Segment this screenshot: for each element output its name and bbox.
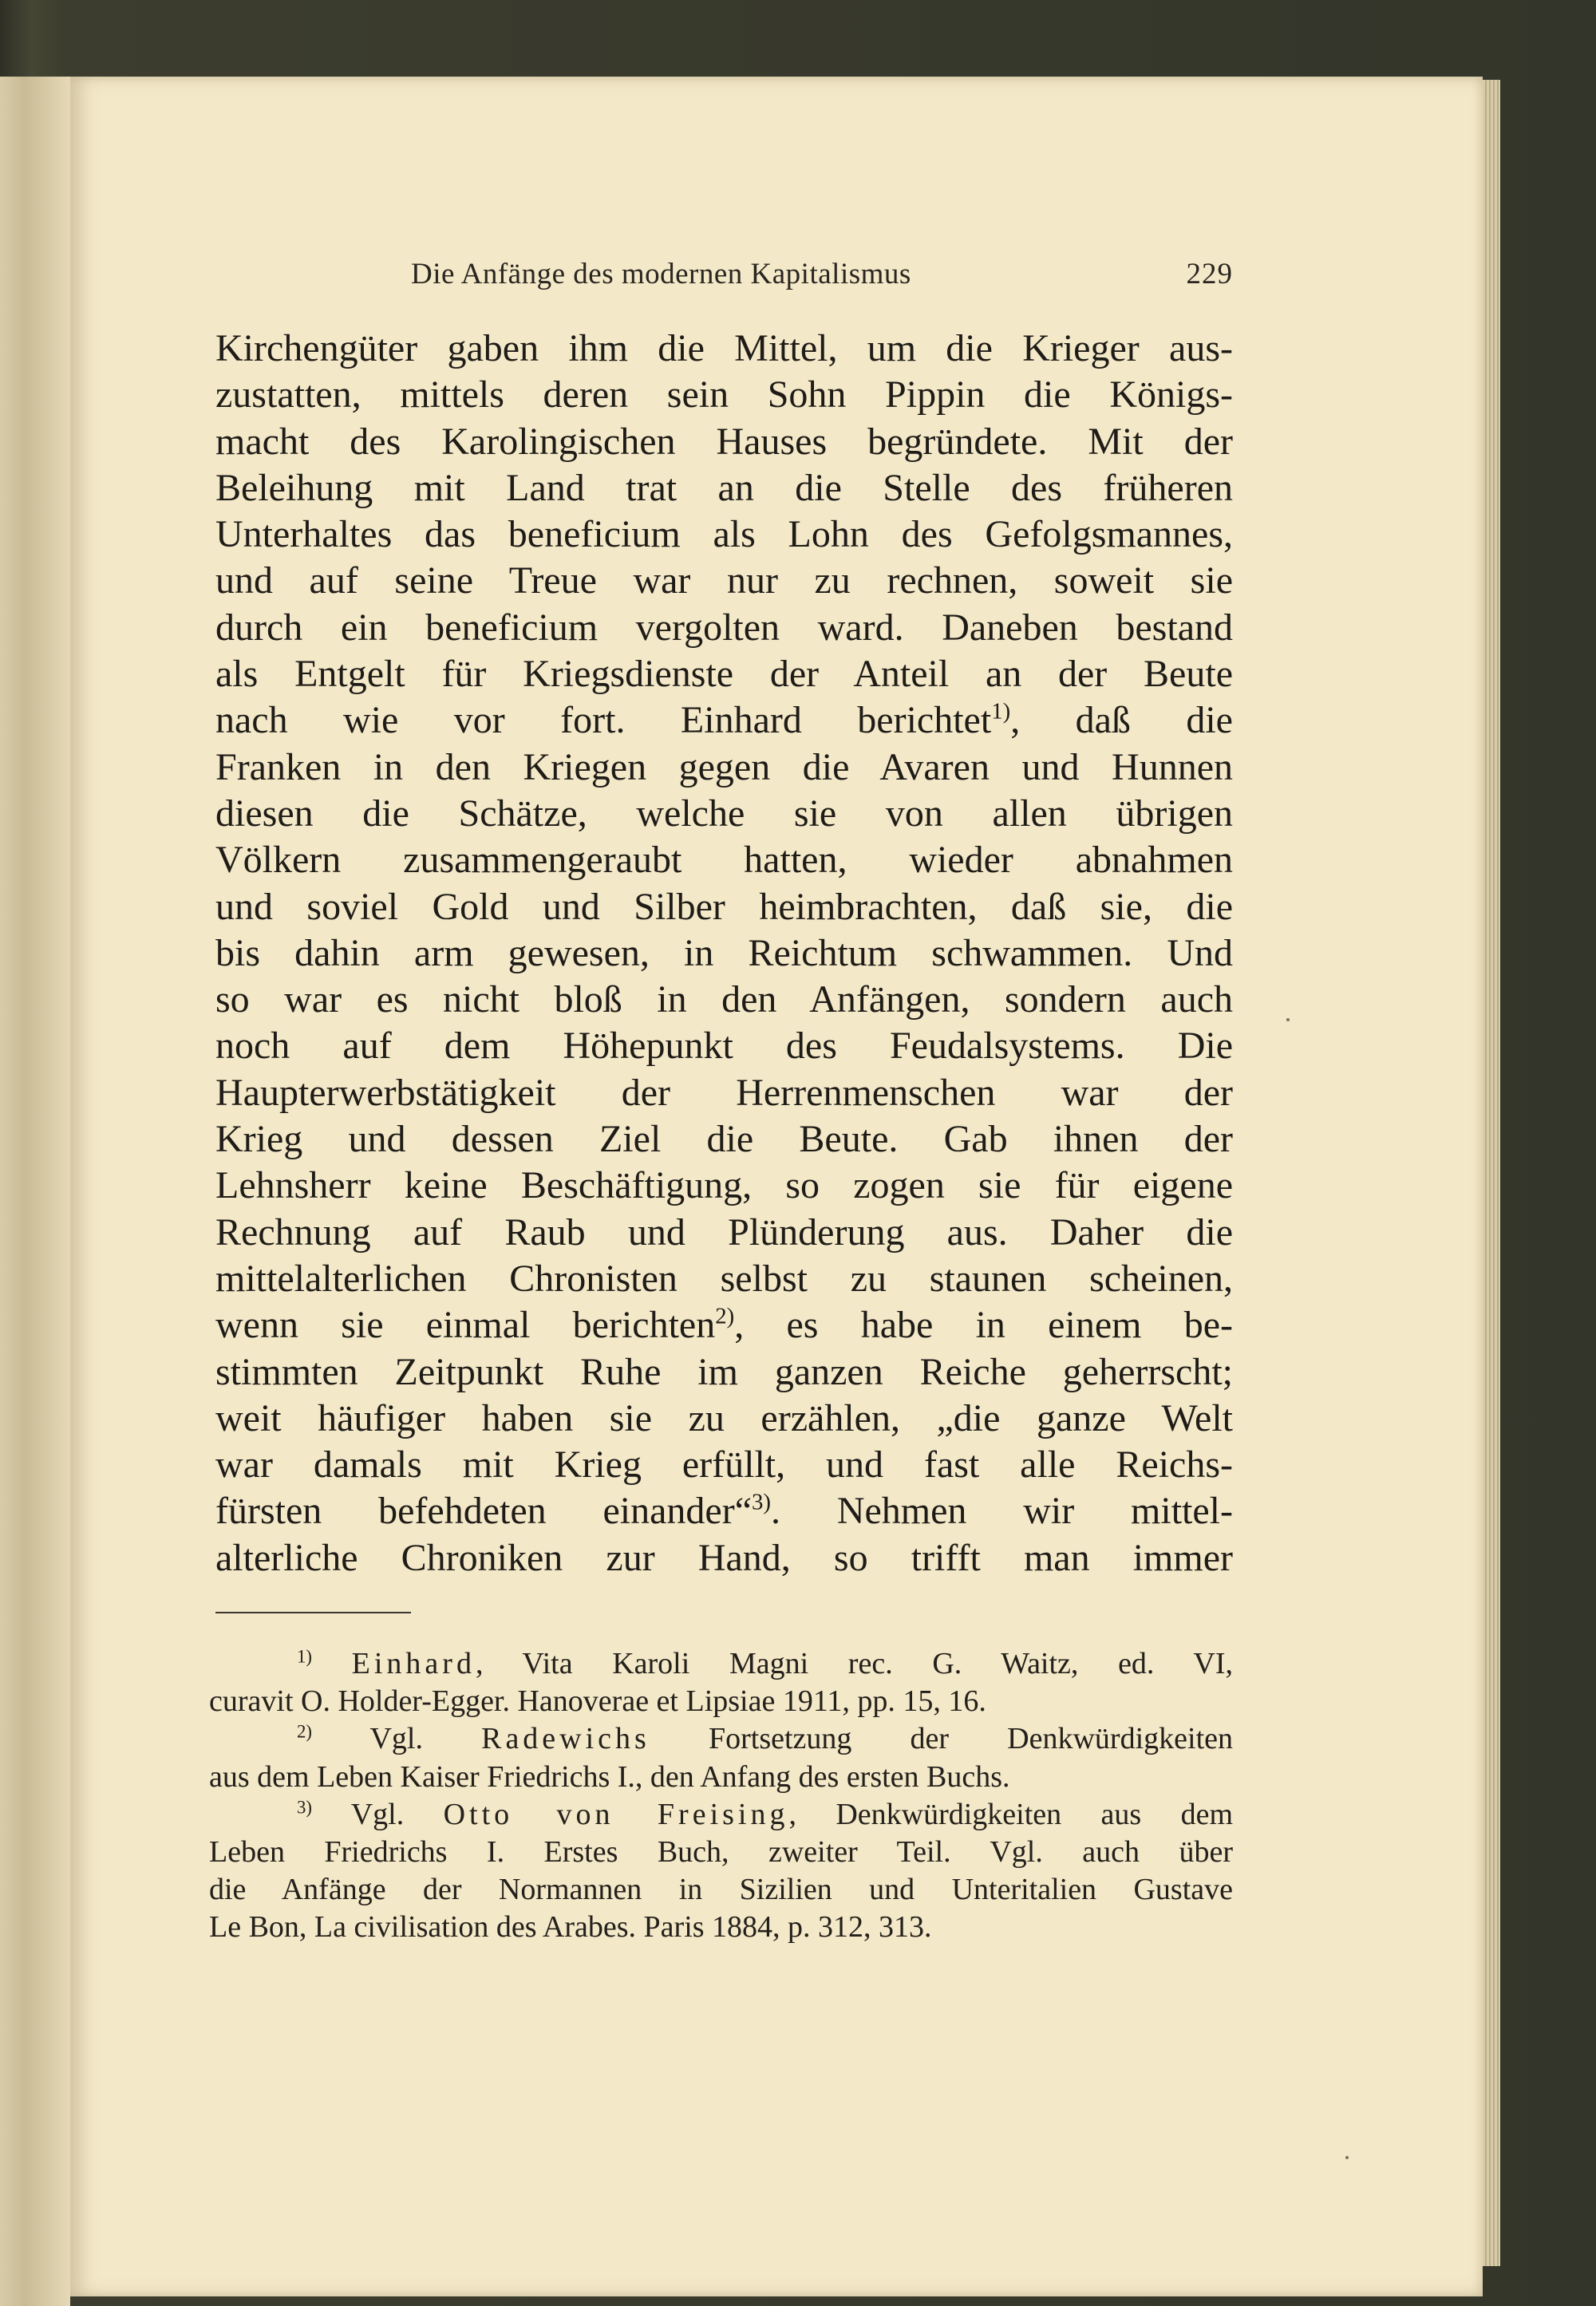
footnote-text: , Vita Karoli Magni rec. G. Waitz, ed. VI,: [475, 1647, 1233, 1680]
text-segment: , daß die: [1010, 699, 1233, 742]
footnote-mark: 3): [297, 1797, 312, 1818]
facing-page-margin: [0, 77, 70, 2306]
page-number: 229: [1186, 258, 1233, 290]
text-line: [215, 1302, 1233, 1348]
page-stack-edge: [1483, 80, 1500, 2266]
paper-speck: [1345, 2156, 1349, 2159]
footnote-1: [209, 1645, 1233, 1683]
text-line: und auf seine Treue war nur zu rechnen, soweit sie: [215, 559, 1233, 602]
text-line: Kirchengüter gaben ihm die Mittel, um die Krieger aus-: [215, 327, 1233, 369]
text-line: Lehnsherr keine Beschäftigung, so zogen sie für eigene: [215, 1164, 1233, 1207]
footnote-reference[interactable]: 2): [715, 1303, 735, 1329]
footnote-author: Otto von Freising: [443, 1797, 789, 1831]
text-line: macht des Karolingischen Hauses begründete. Mit der: [215, 420, 1233, 463]
text-line: [215, 1488, 1233, 1534]
text-line: Unterhaltes das beneficium als Lohn des Gefolgsmannes,: [215, 513, 1233, 556]
text-line: weit häufiger haben sie zu erzählen, „die ganze Welt: [215, 1396, 1233, 1439]
text-line: Krieg und dessen Ziel die Beute. Gab ihnen der: [215, 1118, 1233, 1161]
text-line: diesen die Schätze, welche sie von allen übrigen: [215, 792, 1233, 835]
footnotes: [209, 1645, 1233, 1947]
footnote-text: aus dem Leben Kaiser Friedrichs I., den Anfang des ersten Buchs.: [209, 1759, 1010, 1794]
text-line: so war es nicht bloß in den Anfängen, sondern auch: [215, 978, 1233, 1021]
footnote-text: Fortsetzung der Denkwürdigkeiten: [708, 1722, 1233, 1756]
footnote-author: Einhard: [351, 1647, 476, 1680]
footnote-text: die Anfänge der Normannen in Sizilien und Unteritalien Gustave: [209, 1873, 1233, 1907]
footnote-mark: 2): [297, 1721, 312, 1742]
footnote-text: Vgl.: [350, 1797, 405, 1831]
footnote-reference[interactable]: 3): [752, 1490, 771, 1516]
footnote-3: [209, 1796, 1233, 1834]
text-line: [215, 697, 1233, 744]
footnote-reference[interactable]: 1): [991, 699, 1011, 725]
footnote-text: Le Bon, La civilisation des Arabes. Paris 1884, p. 312, 313.: [209, 1910, 932, 1945]
text-segment: , es habe in einem be-: [734, 1304, 1233, 1347]
footnote-text: Leben Friedrichs I. Erstes Buch, zweiter Teil. Vgl. auch über: [209, 1834, 1233, 1869]
footnote-text: Vgl.: [369, 1722, 423, 1756]
footnote-mark: 1): [297, 1646, 312, 1667]
text-line: Haupterwerbstätigkeit der Herrenmenschen war der: [215, 1071, 1233, 1114]
text-line: bis dahin arm gewesen, in Reichtum schwammen. Und: [215, 931, 1233, 974]
footnote-text: , Denkwürdigkeiten aus dem: [788, 1797, 1233, 1831]
running-title: Die Anfänge des modernen Kapitalismus: [411, 258, 911, 290]
text-line: Franken in den Kriegen gegen die Avaren und Hunnen: [215, 745, 1233, 788]
text-line: alterliche Chroniken zur Hand, so trifft man immer: [215, 1536, 1233, 1579]
text-segment: nach wie vor fort. Einhard berichtet: [215, 699, 992, 742]
text-line: war damals mit Krieg erfüllt, und fast alle Reichs-: [215, 1443, 1233, 1487]
text-line: mittelalterlichen Chronisten selbst zu staunen scheinen,: [215, 1257, 1233, 1300]
footnote-2: [209, 1720, 1233, 1758]
text-line: als Entgelt für Kriegsdienste der Anteil an der Beute: [215, 653, 1233, 696]
footnote-divider: [215, 1612, 411, 1613]
text-segment: wenn sie einmal berichten: [215, 1304, 716, 1347]
text-segment: fürsten befehdeten einander“: [215, 1490, 752, 1533]
text-line: durch ein beneficium vergolten ward. Daneben bestand: [215, 606, 1233, 649]
text-line: noch auf dem Höhepunkt des Feudalsystems. Die: [215, 1025, 1233, 1068]
text-line: Völkern zusammengeraubt hatten, wieder abnahmen: [215, 839, 1233, 882]
text-segment: . Nehmen wir mittel-: [771, 1490, 1233, 1533]
text-line: und soviel Gold und Silber heimbrachten, daß sie, die: [215, 885, 1233, 928]
text-line: Beleihung mit Land trat an die Stelle des früheren: [215, 466, 1233, 509]
footnote-text: curavit O. Holder-Egger. Hanoverae et Lipsiae 1911, pp. 15, 16.: [209, 1684, 986, 1719]
text-line: zustatten, mittels deren sein Sohn Pippin die Königs-: [215, 373, 1233, 417]
text-line: Rechnung auf Raub und Plünderung aus. Daher die: [215, 1210, 1233, 1254]
text-line: stimmten Zeitpunkt Ruhe im ganzen Reiche geherrscht;: [215, 1350, 1233, 1393]
footnote-author: Radewichs: [481, 1722, 650, 1756]
paper-speck: [1286, 1018, 1290, 1021]
body-text: [215, 326, 1233, 1581]
page-header: [215, 254, 1233, 302]
